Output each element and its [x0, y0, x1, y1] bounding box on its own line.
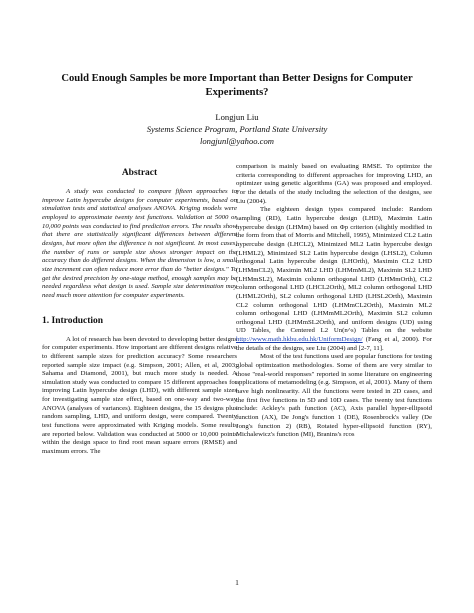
abstract-text: A study was conducted to compare fifteen approaches to improve Latin hypercube designs for computer experiments, based on simulation tests and statistical analyses ANOVA. Kriging models were employed to approximate twenty test functions. Validation at 5000 or 10,000 points was conducted to find prediction errors. The results show that there are statistically significant differences between different designs, but more often the difference is not significant. In most cases, the number of runs or sample size shows stronger impact on the accuracy than do different designs. When the dimension is low, a small size increment can often reduce more error than do "better designs." To get the desired precision by one-stage method, enough samples may be needed regardless what design is used. Sample size determination may need much more attention for computer experiments.	[42, 188, 237, 299]
design-list-text: The eighteen design types compared include: Random sampling (RD), Latin hypercube design (LHD), Maximin Latin hypercube design (LHMm) based on Φp criterion (slightly modified in the form from that of Morris and Mitchell, 1995), Minimized CL2 Latin hypercube design (LHCL2), Minimized ML2 Latin hypercube design (LHML2), Minimized SL2 Latin hypercube design (LHSL2), Column orthogonal Latin hypercube design (LHOrth), Maximin CL2 LHD (LHMmCL2), Maximin ML2 LHD (LHMmML2), Maximin SL2 LHD (LHMmSL2), Maximin column orthogonal LHD (LHMmOrth), CL2 column orthogonal LHD (LHCL2Orth), ML2 column orthogonal LHD (LHML2Orth), SL2 column orthogonal LHD (LHSL2Orth), Maximin CL2 column orthogonal LHD (LHMmCL2Orth), Maximin ML2 column orthogonal LHD (LHMmML2Orth), Maximin SL2 column orthogonal LHD (LHMmSL2Orth), and uniform designs (UD) using UD Tables, the Centered L2 Un(n^s) Tables on the website	[236, 206, 432, 335]
right-paragraph-3: Most of the test functions used are popular functions for testing global optimization methodologies. Some of them are very similar to those "real-world responses" reported in some literature on engineering applications of metamodeling (e.g. Simpson, et al, 2001). Many of them have high nonlinearity. All the functions were tested in 2D cases, and the first five functions in 5D and 10D cases. The twenty test functions include: Ackley's path function (AC), Axis parallel hyper-ellipsoid function (AX), De Jong's function 1 (DE), Rosenbrock's valley (De Jong's function 2) (RB), Rotated hyper-ellipsoid function (RY), Michalewicz's function (MI), Branins's rcos	[236, 353, 432, 439]
left-column	[42, 163, 237, 457]
author-affiliation: Systems Science Program, Portland State University	[146, 124, 328, 134]
design-list-tail: (Fang et al, 2000). For the details of the designs, see Liu (2004) and [2-7, 11].	[236, 336, 432, 352]
abstract-heading: Abstract	[121, 168, 158, 178]
uniform-design-link[interactable]: http://www.math.hkbu.edu.hk/UniformDesign/	[236, 336, 363, 344]
right-paragraph-2	[236, 206, 432, 353]
right-column	[236, 163, 432, 440]
paper-title: Could Enough Samples be more Important than Better Designs for Computer Experiments?	[61, 73, 413, 98]
right-paragraph-1: comparison is mainly based on evaluating RMSE. To optimize the criteria corresponding to different approaches for improving LHD, an optimizer using genetic algorithms (GA) was proposed and employed. For the details of the study including the selection of the designs, see Liu (2004).	[236, 163, 432, 205]
author-name: Longjun Liu	[215, 112, 259, 122]
introduction-text: A lot of research has been devoted to developing better designs for computer experiments. How important are different designs relative to different sample sizes for prediction accuracy? Some researchers reported sample size impact (e.g. Simpson, 2001; Allen, et al, 2003; Sahama and Diamond, 2001), but much more study is needed. A simulation study was conducted to compare 15 different approaches for improving Latin hypercube design (LHD), with different sample sizes for investigating sample size effect, based on one-way and two-way ANOVA (analyses of variances). Eighteen designs, the 15 designs plus random sampling, LHD, and uniform design, were compared. Twenty test functions were approximated with Kriging models. Some results are reported below. Validation was conducted at 5000 or 10,000 points within the design space to find root mean square errors (RMSE) and maximum errors. The	[42, 335, 237, 456]
introduction-heading: 1. Introduction	[42, 315, 104, 326]
page-number: 1	[235, 578, 239, 587]
author-email: longjunl@yahoo.com	[199, 136, 275, 146]
